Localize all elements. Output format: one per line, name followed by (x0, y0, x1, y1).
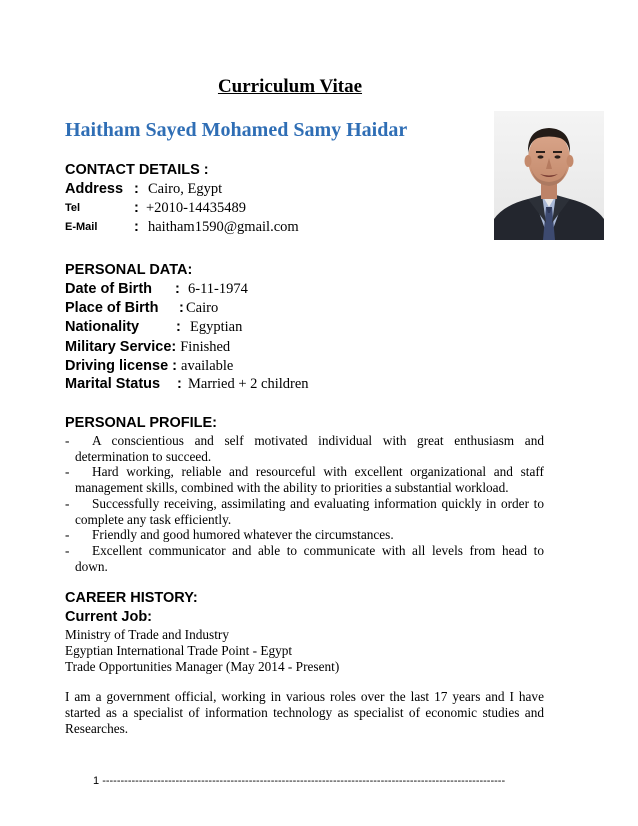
career-summary-line: started as a specialist of information technology as specialist of economic studies and (65, 705, 544, 720)
profile-item (65, 543, 544, 574)
footer-rule: -------------------------------------------------------------------------------------------------------------- (102, 775, 506, 787)
profile-item (65, 433, 544, 464)
military-label: Military Service: (65, 339, 177, 355)
profile-item-line: management skills, combined with the ability to priorities a substantial workload. (75, 479, 509, 495)
current-job-heading: Current Job: (65, 609, 152, 625)
dob-label: Date of Birth (65, 281, 152, 297)
profile-item (65, 496, 544, 527)
contact-heading: CONTACT DETAILS : (65, 162, 209, 178)
address-separator: : (134, 181, 139, 197)
driving-label: Driving license : (65, 358, 178, 374)
profile-photo (494, 111, 604, 240)
nationality-separator: : (176, 319, 181, 335)
profile-item (65, 464, 544, 495)
profile-item-line: down. (75, 558, 108, 574)
bullet-dash: - (65, 464, 70, 479)
tel-value: +2010-14435489 (146, 200, 247, 216)
document-title: Curriculum Vitae (217, 76, 363, 97)
email-label: E-Mail (65, 221, 98, 233)
profile-item-line: Excellent communicator and able to communicate with all levels from head to (92, 543, 544, 558)
profile-item-line: Successfully receiving, assimilating and evaluating information quickly in order to (92, 496, 544, 511)
profile-item (65, 527, 544, 543)
personal-heading: PERSONAL DATA: (65, 262, 193, 278)
career-heading: CAREER HISTORY: (65, 590, 198, 606)
address-value: Cairo, Egypt (148, 181, 223, 197)
military-row (65, 337, 230, 356)
profile-heading: PERSONAL PROFILE: (65, 415, 217, 431)
career-summary (65, 689, 544, 737)
tel-separator: : (134, 200, 139, 216)
address-label: Address (65, 181, 124, 197)
bullet-dash: - (65, 543, 70, 558)
driving-value: available (181, 358, 234, 374)
email-separator: : (134, 219, 139, 235)
profile-item-line: Friendly and good humored whatever the circumstances. (92, 527, 394, 542)
position: Trade Opportunities Manager (May 2014 - Present) (65, 659, 340, 674)
marital-label: Marital Status (65, 376, 161, 392)
profile-item-line: Hard working, reliable and resourceful with excellent organizational and staff (92, 464, 544, 479)
profile-item-line: complete any task efficiently. (75, 511, 232, 527)
email-value: haitham1590@gmail.com (148, 219, 299, 235)
pob-value: Cairo (186, 300, 219, 316)
department: Egyptian International Trade Point - Egypt (65, 643, 293, 658)
nationality-label: Nationality (65, 319, 140, 335)
marital-separator: : (177, 376, 182, 392)
dob-separator: : (175, 281, 180, 297)
profile-photo-drawing (494, 111, 604, 240)
employer: Ministry of Trade and Industry (65, 627, 229, 642)
page-footer (93, 775, 548, 787)
nationality-value: Egyptian (190, 319, 243, 335)
tel-label: Tel (65, 202, 81, 214)
driving-row (65, 356, 233, 375)
bullet-dash: - (65, 433, 70, 448)
bullet-dash: - (65, 496, 70, 511)
dob-value: 6-11-1974 (188, 281, 248, 297)
candidate-name: Haitham Sayed Mohamed Samy Haidar (65, 119, 408, 141)
career-summary-line: I am a government official, working in various roles over the last 17 years and I have (65, 689, 544, 704)
profile-item-line: A conscientious and self motivated individual with great enthusiasm and (92, 433, 544, 448)
pob-separator: : (179, 300, 184, 316)
page-number: 1 (93, 775, 100, 787)
profile-item-line: determination to succeed. (75, 448, 212, 464)
pob-label: Place of Birth (65, 300, 159, 316)
military-value: Finished (180, 339, 231, 355)
marital-value: Married + 2 children (188, 376, 309, 392)
career-summary-line: Researches. (65, 721, 129, 736)
bullet-dash: - (65, 527, 70, 542)
